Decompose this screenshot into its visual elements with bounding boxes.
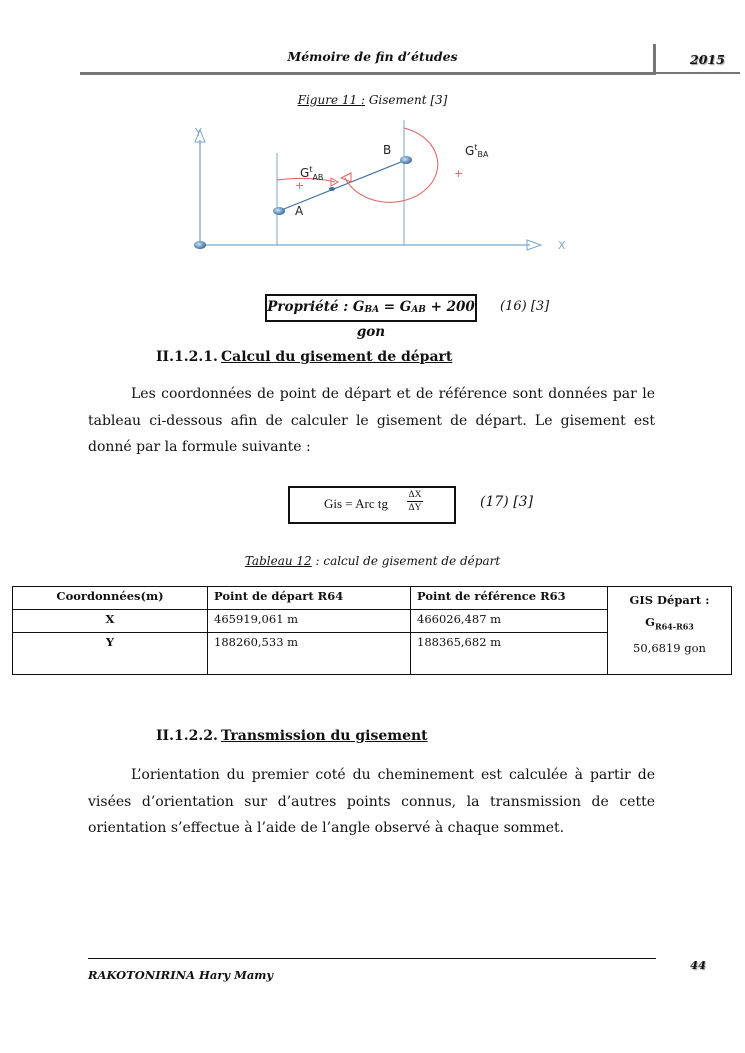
table-cell-reference: 466026,487 m <box>411 610 608 633</box>
gisement-diagram <box>175 118 585 268</box>
gisement-table <box>12 586 732 675</box>
gab-main: G <box>300 166 310 180</box>
gab-label <box>300 165 323 182</box>
section1-paragraph <box>88 381 655 461</box>
property-suffix: + 200 gon <box>356 299 475 340</box>
gab-sup: t <box>309 165 313 174</box>
table-header-cell: Point de départ R64 <box>208 587 411 610</box>
y-axis-label: Y <box>195 126 202 139</box>
section1-title: Calcul du gisement de départ <box>221 349 453 365</box>
origin-dot <box>194 241 206 249</box>
header-year: 2015 <box>690 52 725 67</box>
mid-dot <box>329 187 335 191</box>
gba-sup: t <box>474 143 478 152</box>
table-header-cell: Coordonnées(m) <box>13 587 208 610</box>
section2-text: L’orientation du premier coté du cheminement est calculée à partir de visées d’orientation sur d’autres points connus, la transmission de cette orientation s’effectue à l’aide de l’angle observé à chaque sommet. <box>88 767 655 836</box>
gis-value: 50,6819 gon <box>633 641 706 656</box>
property-reference: (16) [3] <box>500 299 550 314</box>
footer-rule <box>88 958 656 959</box>
arc-gba <box>345 128 438 202</box>
header-title: Mémoire de fin d’études <box>287 49 458 64</box>
header-rule <box>80 72 655 75</box>
section2-title: Transmission du gisement <box>221 728 428 744</box>
plus-sign-gba: + <box>454 167 464 180</box>
table-caption-text: : calcul de gisement de départ <box>311 554 501 568</box>
property-sub-ab: AB <box>411 305 426 315</box>
table-cell-coord: X <box>13 610 208 633</box>
page-number: 44 <box>690 958 707 972</box>
table-caption-label: Tableau 12 <box>244 554 312 568</box>
gba-main: G <box>465 144 475 158</box>
gis-symbol-sub: R64-R63 <box>654 621 694 632</box>
section1-number: II.1.2.1. <box>156 349 218 365</box>
section2-paragraph <box>88 762 655 842</box>
footer-author: RAKOTONIRINA Hary Mamy <box>88 968 274 982</box>
plus-sign-gab: + <box>295 179 305 192</box>
figure-caption-label: Figure 11 : <box>297 93 365 107</box>
gis-symbol <box>614 611 725 637</box>
gba-label <box>465 143 489 159</box>
gis-cell <box>608 587 732 675</box>
header-divider <box>653 44 656 75</box>
table-caption <box>0 554 745 568</box>
table-header-cell: Point de référence R63 <box>411 587 608 610</box>
property-box <box>265 294 477 340</box>
formula-denominator: ΔY <box>408 503 422 513</box>
property-mid: = G <box>379 299 412 315</box>
formula-reference: (17) [3] <box>480 494 534 510</box>
gis-symbol-main: G <box>645 615 655 629</box>
table-header-row <box>13 587 732 610</box>
section2-heading <box>156 728 428 744</box>
section2-number: II.1.2.2. <box>156 728 218 744</box>
figure-caption-text: Gisement [3] <box>365 93 448 107</box>
header-rule-right <box>656 72 740 74</box>
table-cell-coord: Y <box>13 633 208 675</box>
gis-header: GIS Départ : <box>629 593 710 607</box>
formula-box <box>288 486 456 524</box>
section1-text: Les coordonnées de point de départ et de référence sont données par le tableau ci-dessous afin de calculer le gisement de départ. Le gisement est donné par la formule suivante : <box>88 386 655 455</box>
point-b-label: B <box>383 143 392 157</box>
formula-label: Gis = Arc tg <box>324 496 389 511</box>
table-cell-reference: 188365,682 m <box>411 633 608 675</box>
x-axis-label: X <box>558 239 566 252</box>
gab-sub: AB <box>312 173 324 182</box>
property-prefix: Propriété : G <box>267 299 365 315</box>
figure-caption <box>0 93 745 107</box>
section1-heading <box>156 349 452 365</box>
gba-sub: BA <box>477 150 489 159</box>
point-a-dot <box>273 207 285 215</box>
table-cell-depart: 465919,061 m <box>208 610 411 633</box>
property-sub-ba: BA <box>364 305 380 315</box>
table-cell-depart: 188260,533 m <box>208 633 411 675</box>
formula-fraction <box>407 489 423 514</box>
point-b-dot <box>400 156 412 164</box>
formula-numerator: ΔX <box>408 490 422 500</box>
point-a-label: A <box>295 204 304 218</box>
